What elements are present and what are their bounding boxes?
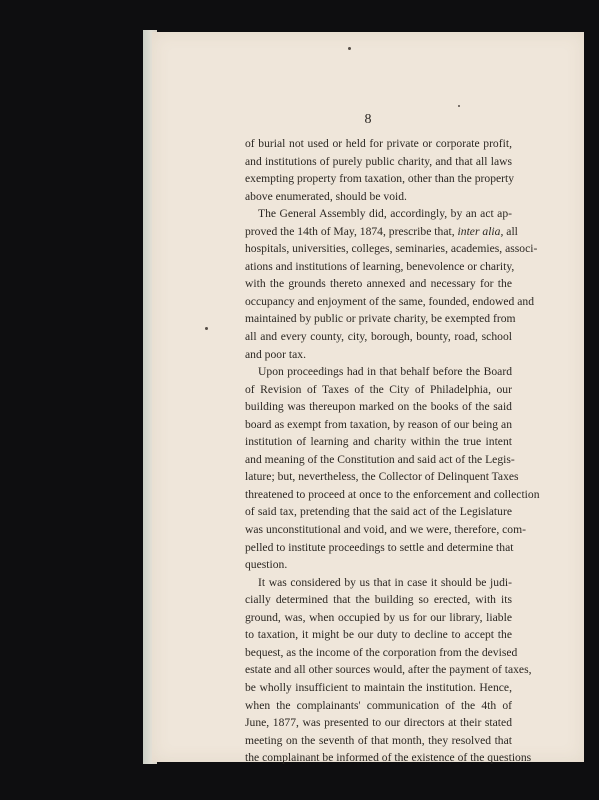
text-line: lature; but, nevertheless, the Collector of Delinquent Taxes (245, 470, 519, 484)
paper-speck (205, 327, 208, 330)
text-line: all and every county, city, borough, bounty, road, school (245, 330, 512, 344)
text-line: threatened to proceed at once to the enforcement and collection (245, 487, 540, 501)
paper-speck (458, 105, 460, 107)
text-line: occupancy and enjoyment of the same, founded, endowed and (245, 294, 535, 308)
text-line: ations and institutions of learning, benevolence or charity, (245, 259, 515, 273)
text-line: pelled to institute proceedings to settle and determine that (245, 540, 514, 554)
text-line: to taxation, it might be our duty to decline to accept the (245, 628, 512, 642)
text-line: above enumerated, should be void. (245, 189, 407, 203)
text-line: be wholly insufficient to maintain the institution. Hence, (245, 680, 512, 694)
text-line: of burial not used or held for private or corporate profit, (245, 137, 512, 150)
page-number: 8 (364, 112, 372, 127)
text-line: bequest, as the income of the corporation from the devised (245, 645, 518, 659)
text-line: maintained by public or private charity, be exempted from (245, 312, 516, 326)
text-line: exempting property from taxation, other than the property (245, 172, 515, 186)
text-line: estate and all other sources would, after the payment of taxes, (245, 663, 532, 677)
text-line: and meaning of the Constitution and said act of the Legis- (245, 452, 515, 466)
text-line: and institutions of purely public charity, and that all laws (245, 154, 512, 168)
text-line: ground, was, when occupied by us for our library, liable (245, 610, 512, 624)
text-line: The General Assembly did, accordingly, by an act ap- (258, 207, 512, 221)
text-line: Upon proceedings had in that behalf before the Board (258, 365, 512, 379)
document-page (152, 32, 584, 765)
text-line: the complainant be informed of the existence of the questions (245, 751, 532, 765)
text-line: institution of learning and charity within the true intent (245, 435, 512, 449)
text-line: with the grounds thereto annexed and necessary for the (245, 277, 512, 291)
text-line: and poor tax. (245, 347, 306, 361)
text-line: question. (245, 558, 288, 572)
text-line: building was thereupon marked on the books of the said (245, 400, 512, 414)
text-line: June, 1877, was presented to our directors at their stated (245, 716, 512, 730)
text-line: It was considered by us that in case it should be judi- (258, 575, 512, 589)
text-line: cially determined that the building so erected, with its (245, 593, 512, 607)
text-line: hospitals, universities, colleges, seminaries, academies, associ- (245, 242, 538, 256)
text-line: when the complainants' communication of the 4th of (245, 698, 512, 712)
text-line: of Revision of Taxes of the City of Philadelphia, our (245, 382, 512, 396)
text-line: proved the 14th of May, 1874, prescribe that, inter alia, all (245, 224, 518, 238)
text-line: of said tax, pretending that the said act of the Legislature (245, 505, 512, 519)
text-line: was unconstitutional and void, and we were, therefore, com- (245, 523, 527, 537)
body-text (245, 135, 540, 767)
text-line: board as exempt from taxation, by reason of our being an (245, 417, 512, 431)
text-line: meeting on the seventh of that month, they resolved that (245, 733, 512, 747)
paper-speck (348, 47, 351, 50)
